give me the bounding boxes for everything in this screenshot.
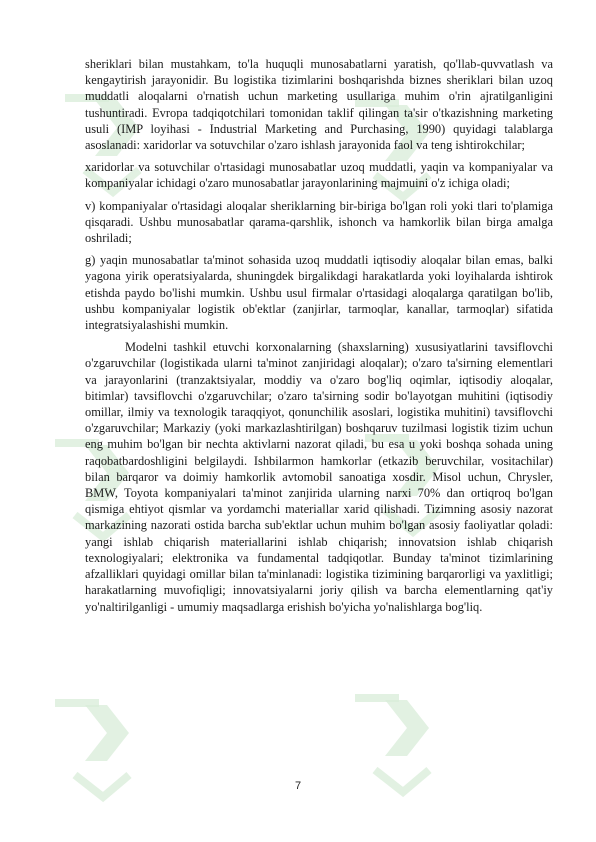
page-number: 7: [294, 780, 302, 792]
watermark-mark-icon: [355, 694, 429, 792]
paragraph-1: sheriklari bilan mustahkam, to'la huquqli munosabatlarni yaratish, qo'llab-quvvatlash va kengaytirish jarayonidir. Bu logistika tizimlarini boshqarishda biznes sheriklari bilan uzoq muddatli aloqalarni o'rnatish uchun marketing usullariga muhim o'rin ajratilganligini tushuntiradi. Evropa tadqiqotchilari tomonidan taklif qilingan ta'sir o'tkazishning marketing usuli (IMP loyihasi - Industrial Marketing and Purchasing, 1990) quyidagi talablarga asoslanadi: xaridorlar va sotuvchilar o'zaro ishlash jarayonida faol va teng ishtirokchilar;: [85, 57, 553, 153]
paragraph-5: Modelni tashkil etuvchi korxonalarning (shaxslarning) xususiyatlarini tavsiflovchi o'zgaruvchilar (logistikada ularni ta'minot zanjiridagi aloqalar); o'zaro ta'sirning elementlari va jarayonlarini (tranzaktsiyalar, moddiy va o'zaro bog'liq oqimlar, iqtisodiy aloqalar, bitimlar) tavsiflovchi o'zgaruvchilar; o'zaro ta'sirning sodir bo'layotgan muhitini (iqtisodiy omillar, ilmiy va texnologik taraqqiyot, qonunchilik asoslari, logistika muhitini) tavsiflovchi o'zgaruvchilar; Markaziy (yoki markazlashtirilgan) boshqaruv tuzilmasi logistik tizim uchun eng muhim bo'lgan bir nechta aktivlarni nazorat qiladi, bu esa u yoki boshqa sohada uning raqobatbardoshligini belgilaydi. Ishbilarmon hamkorlar (etkazib beruvchilar, vositachilar) bilan barqaror va doimiy hamkorlik avtomobil sanoatiga xosdir. Misol uchun, Chrysler, BMW, Toyota kompaniyalari ta'minot zanjirida ularning narxi 70% dan ortiqroq bo'lgan qismiga ehtiyot qismlar va yordamchi materiallar xarid qilishadi. Tizimning asosiy nazorat markazining nazorati ostida barcha sub'ektlar uchun muhim bo'lgan asosiy faoliyatlar qoladi: yangi ishlab chiqarish materiallarini ishlab chiqarish; innovatsion ishlab chiqarish texnologiyalari; elektronika va fundamental tadqiqotlar. Bunday ta'minot tizimlarining afzalliklari quyidagi omillar bilan ta'minlanadi: logistika tizimining barqarorligi va yaxlitligi; harakatlarning muvofiqligi; innovatsiyalarni joriy qilish va barcha elementlarning qat'iy yo'naltirilganligi - umumiy maqsadlarga erishish bo'yicha yo'nalishlarga bog'liq.: [85, 340, 553, 614]
paragraph-2: xaridorlar va sotuvchilar o'rtasidagi munosabatlar uzoq muddatli, yaqin va kompaniyalar va kompaniyalar ichidagi o'zaro munosabatlar jarayonlarining majmuini o'z ichiga oladi;: [85, 160, 553, 191]
paragraph-4: g) yaqin munosabatlar ta'minot sohasida uzoq muddatli iqtisodiy aloqalar bilan emas, balki yagona yirik operatsiyalarda, shuningdek birgalikdagi harakatlarda yoki loyihalarda ishtirok etishda paydo bo'lishi mumkin. Ushbu usul firmalar o'rtasidagi aloqalarga qaratilgan bo'lib, ushbu kompaniyalar logistik ob'ektlar (zanjirlar, tarmoqlar, kanallar, tarmoqlar) sifatida integratsiyalashishi mumkin.: [85, 253, 553, 333]
paragraph-3: v) kompaniyalar o'rtasidagi aloqalar sheriklarning bir-biriga bo'lgan roli yoki tlari to'plamiga qisqaradi. Ushbu munosabatlar qarama-qarshlik, ishonch va hamkorlik bilan birga amalga oshriladi;: [85, 198, 553, 246]
page-body: [85, 56, 553, 621]
